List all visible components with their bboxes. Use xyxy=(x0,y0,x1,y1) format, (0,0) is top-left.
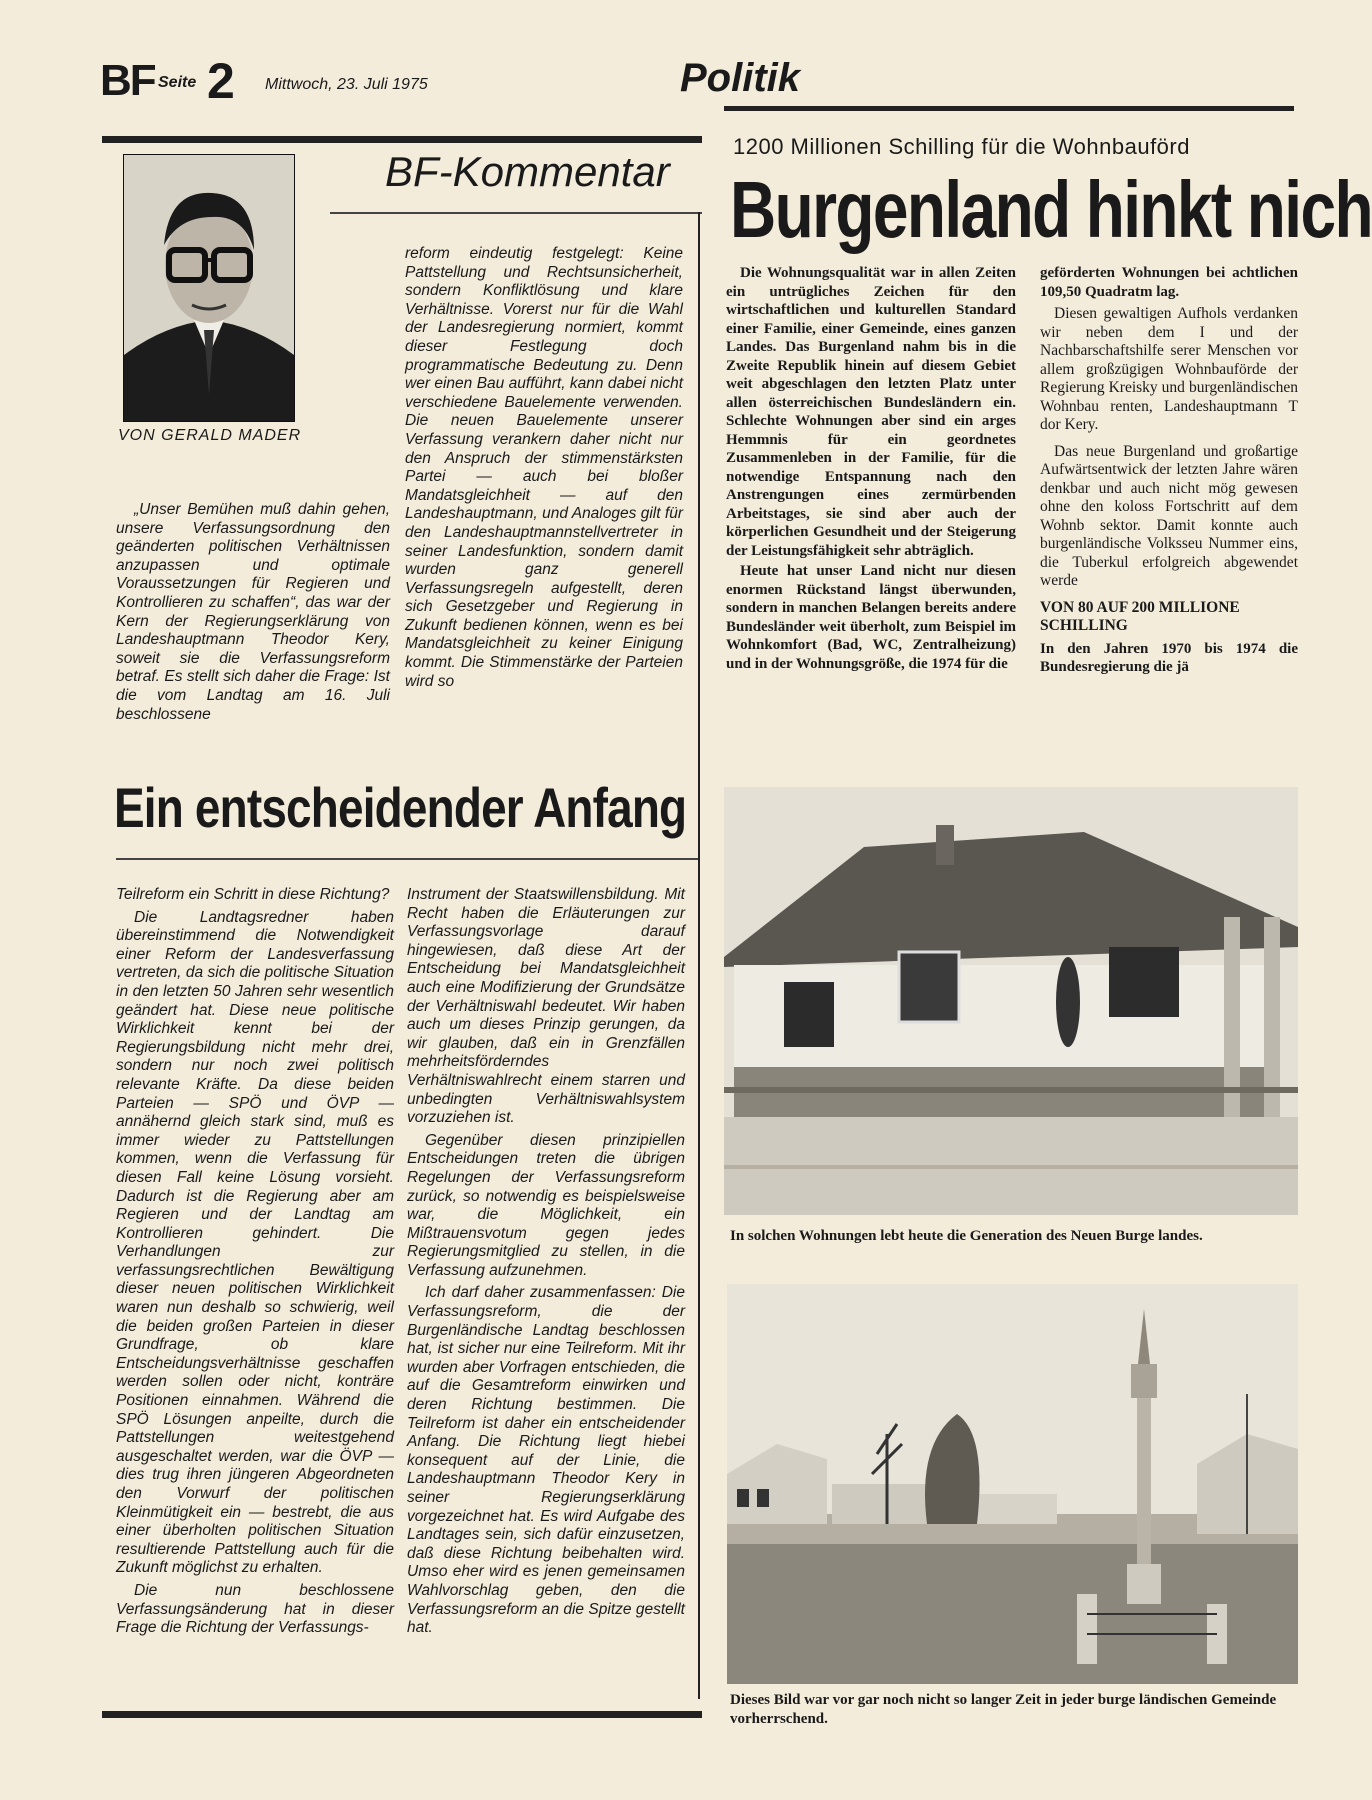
subheading: VON 80 AUF 200 MILLIONE SCHILLING xyxy=(1040,598,1240,634)
portrait-image xyxy=(124,155,294,421)
village-photo xyxy=(727,1284,1298,1684)
masthead-seite: Seite xyxy=(158,74,197,91)
paragraph: Die Landtagsredner haben übereinstimmend die Notwendigkeit einer Reform der Landesverfassung vertreten, da sich die politische Situation in den letzten 50 Jahren sehr wesentlich geändert hat. Diese neue politische Wirklichkeit kennt bei der Regierungsbildung nicht mehr drei, sondern nur noch zwei politisch relevante Kräfte. Da diese beiden Parteien — SPÖ und ÖVP — annähernd gleich stark sind, muß es immer wieder zu Pattstellungen kommen, wenn die Verfassung für diesen Fall keine Lösung vorsieht. Dadurch ist die Regierung aber am Regieren und der Landtag am Kontrollieren gehindert. Die Verhandlungen zur verfassungsrechtlichen Bewältigung dieser neuen politischen Wirklichkeit waren nun deshalb so schwierig, weil die beiden großen Parteien in dieser Grundfrage, ob klare Entscheidungsverhältnisse geschaffen werden sollen oder nicht, konträre Positionen einnahmen. Während die SPÖ Lösungen anpeilte, durch die Pattstellungen weitestgehend ausgeschaltet werden, war die ÖVP — dies trug ihren jüngeren Abgeordneten den Vorwurf der politischen Kleinmütigkeit ein — bestrebt, die aus einer überholten politischen Situation resultierende Pattstellung auch für die Zukunft möglichst zu erhalten. xyxy=(116,908,394,1577)
article-headline: Burgenland hinkt nich xyxy=(730,165,1372,254)
paragraph: Das neue Burgenland und großartige Aufwärtsentwick der letzten Jahre wären denkbar und auch nicht mög gewesen ohne den koloss Fortschritt auf dem Wohnb sektor. Damit konnte auch burgenländische Volksseu Nummer eins, die Tuberkul erfolgreich abgewendet werde xyxy=(1040,442,1298,589)
paragraph: Ich darf daher zusammenfassen: Die Verfassungsreform, die der Burgenländische Landtag beschlossen hat, ist sicher nur eine Teilreform. Mit ihr wurden aber Vorfragen entschieden, die auf die Gesamtreform einwirken und deren Richtung bestimmen. Die Teilreform ist daher ein entscheidender Anfang. Die Richtung liegt hiebei konsequent auf der Linie, die Landeshauptmann Theodor Kery in seiner Regierungserklärung vorgezeichnet hat. Es wird Aufgabe des Landtages sein, sich dafür einzusetzen, daß diese Richtung beibehalten wird. Umso eher wird es jenen gemeinsamen Wahlvorschlag geben, den die Verfassungsreform an die Spitze gestellt hat. xyxy=(407,1284,685,1637)
article-kicker: 1200 Millionen Schilling für die Wohnbauförd xyxy=(733,134,1190,159)
article-column-1 xyxy=(726,264,1016,784)
paragraph: Heute hat unser Land nicht nur diesen enormen Rückstand längst überwunden, sondern in manchen Belangen bereits andere Bundesländer weit überholt, zum Beispiel im Wohnkomfort (Bad, WC, Zentralheizung) und in der Wohnungsgröße, die 1974 für die xyxy=(726,563,1016,672)
divider xyxy=(330,212,702,214)
house-image xyxy=(724,787,1298,1215)
byline: VON GERALD MADER xyxy=(118,427,302,444)
page-number: 2 xyxy=(207,53,235,109)
paragraph: reform eindeutig festgelegt: Keine Pattstellung und Rechtsunsicherheit, sondern Konfliktlösung und klare Verhältnisse. Vorerst nur für die Wahl der Landesregierung normiert, kommt dieser Festlegung doch programmatische Bedeutung zu. Denn wer einen Bau aufführt, kann dabei nicht verschiedene Bauelemente verwenden. Die neuen Bauelemente unserer Verfassung verankern daher nicht nur den Anspruch der stimmenstärksten Partei — auch bei bloßer Mandatsgleichheit — auf den Landeshauptmann, und Analoges gilt für den Landeshauptmannstellvertreter in seiner Landesfunktion, sondern damit wurden ganz generell Verfassungsregeln aufgestellt, deren sich Gesetzgeber und Regierung in Zukunft bedienen können, wenn es bei Mandatsgleichheit zu keiner Einigung kommt. Die Stimmenstärke der Parteien wird so xyxy=(405,245,683,690)
house-photo xyxy=(724,787,1298,1215)
divider xyxy=(116,858,698,860)
paragraph: Gegenüber diesen prinzipiellen Entscheidungen treten die übrigen Regelungen der Verfassungsreform zurück, so notwendig es beispielsweise war, die Möglichkeit, ein Mißtrauensvotum gegen jedes Regierungsmitglied zu stellen, in die Verfassung aufzunehmen. xyxy=(407,1131,685,1279)
paragraph: Diesen gewaltigen Aufhols verdanken wir neben dem I und der Nachbarschaftshilfe serer Menschen vor allem großzügigen Wohnbauförde der Regierung Kreisky und burgenländischen Wohnbau renten, Landeshauptmann T dor Kery. xyxy=(1040,305,1298,433)
commentary-column-2 xyxy=(405,245,683,721)
paragraph: Die nun beschlossene Verfassungsänderung hat in dieser Frage die Richtung der Verfassungs- xyxy=(116,1581,394,1637)
top-rule-left xyxy=(102,136,702,143)
paragraph: „Unser Bemühen muß dahin gehen, unsere Verfassungsordnung den geänderten politischen Verhältnissen anzupassen und optimale Voraussetzungen für Regieren und Kontrollieren zu schaffen“, das war der Kern der Regierungserklärung von Landeshauptmann Theodor Kery, soweit sie die Verfassungsreform betraf. Es stellt sich daher die Frage: Ist die vom Landtag am 16. Juli beschlossene xyxy=(116,501,390,723)
top-rule-right xyxy=(724,106,1294,111)
commentary-column-3 xyxy=(116,886,394,1683)
article-column-2 xyxy=(1040,264,1298,784)
paragraph: Teilreform ein Schritt in diese Richtung? xyxy=(116,886,390,903)
commentary-title: BF-Kommentar xyxy=(385,148,670,195)
column-divider xyxy=(698,212,700,1699)
issue-date: Mittwoch, 23. Juli 1975 xyxy=(265,76,428,93)
paragraph: Instrument der Staatswillensbildung. Mit Recht haben die Erläuterungen zur Verfassungsvorlage darauf hingewiesen, daß diese Art der Entscheidung bei Mandatsgleichheit auch eine Modifizierung der Grundsätze der Verhältniswahl bedeutet. Wir haben auch um dieses Prinzip gerungen, da wir glauben, daß ein in Grenzfällen mehrheitsförderndes Verhältniswahlrecht einem starren und unbedingten Verhältniswahlsystem vorzuziehen ist. xyxy=(407,886,685,1127)
photo-caption-2: Dieses Bild war vor gar noch nicht so langer Zeit in jeder burge ländischen Gemeinde vorherrschend. xyxy=(730,1692,1277,1727)
photo-caption-1: In solchen Wohnungen lebt heute die Generation des Neuen Burge landes. xyxy=(730,1228,1203,1244)
bottom-rule xyxy=(102,1711,702,1718)
paragraph: geförderten Wohnungen bei achtlichen 109,50 Quadratm lag. xyxy=(1040,265,1298,300)
section-title: Politik xyxy=(680,56,801,100)
paragraph: In den Jahren 1970 bis 1974 die Bundesregierung die jä xyxy=(1040,640,1298,675)
commentary-headline: Ein entscheidender Anfang xyxy=(114,776,687,839)
author-portrait xyxy=(123,154,295,422)
village-image xyxy=(727,1284,1298,1684)
paragraph: Die Wohnungsqualität war in allen Zeiten ein untrügliches Zeichen für den wirtschaftlichen und kulturellen Standard einer Familie, einer Gemeinde, eines ganzen Landes. Das Burgenland nahm bis in die Zweite Republik hinein auf diesem Gebiet weit abgeschlagen den letzten Platz unter allen österreichischen Bundesländern ein. Schlechte Wohnungen aber sind ein arges Hemmnis für ein geordnetes Zusammenleben in der Familie, für die notwendige Entspannung nach den Anstrengungen eines zermürbenden Arbeitstages, sie sind aber auch der körperlichen Gesundheit und der Steigerung der Leistungsfähigkeit sehr abträglich. xyxy=(726,265,1016,559)
masthead-logo: BF xyxy=(100,56,155,105)
commentary-column-4 xyxy=(407,886,685,1683)
commentary-column-1 xyxy=(116,501,390,721)
